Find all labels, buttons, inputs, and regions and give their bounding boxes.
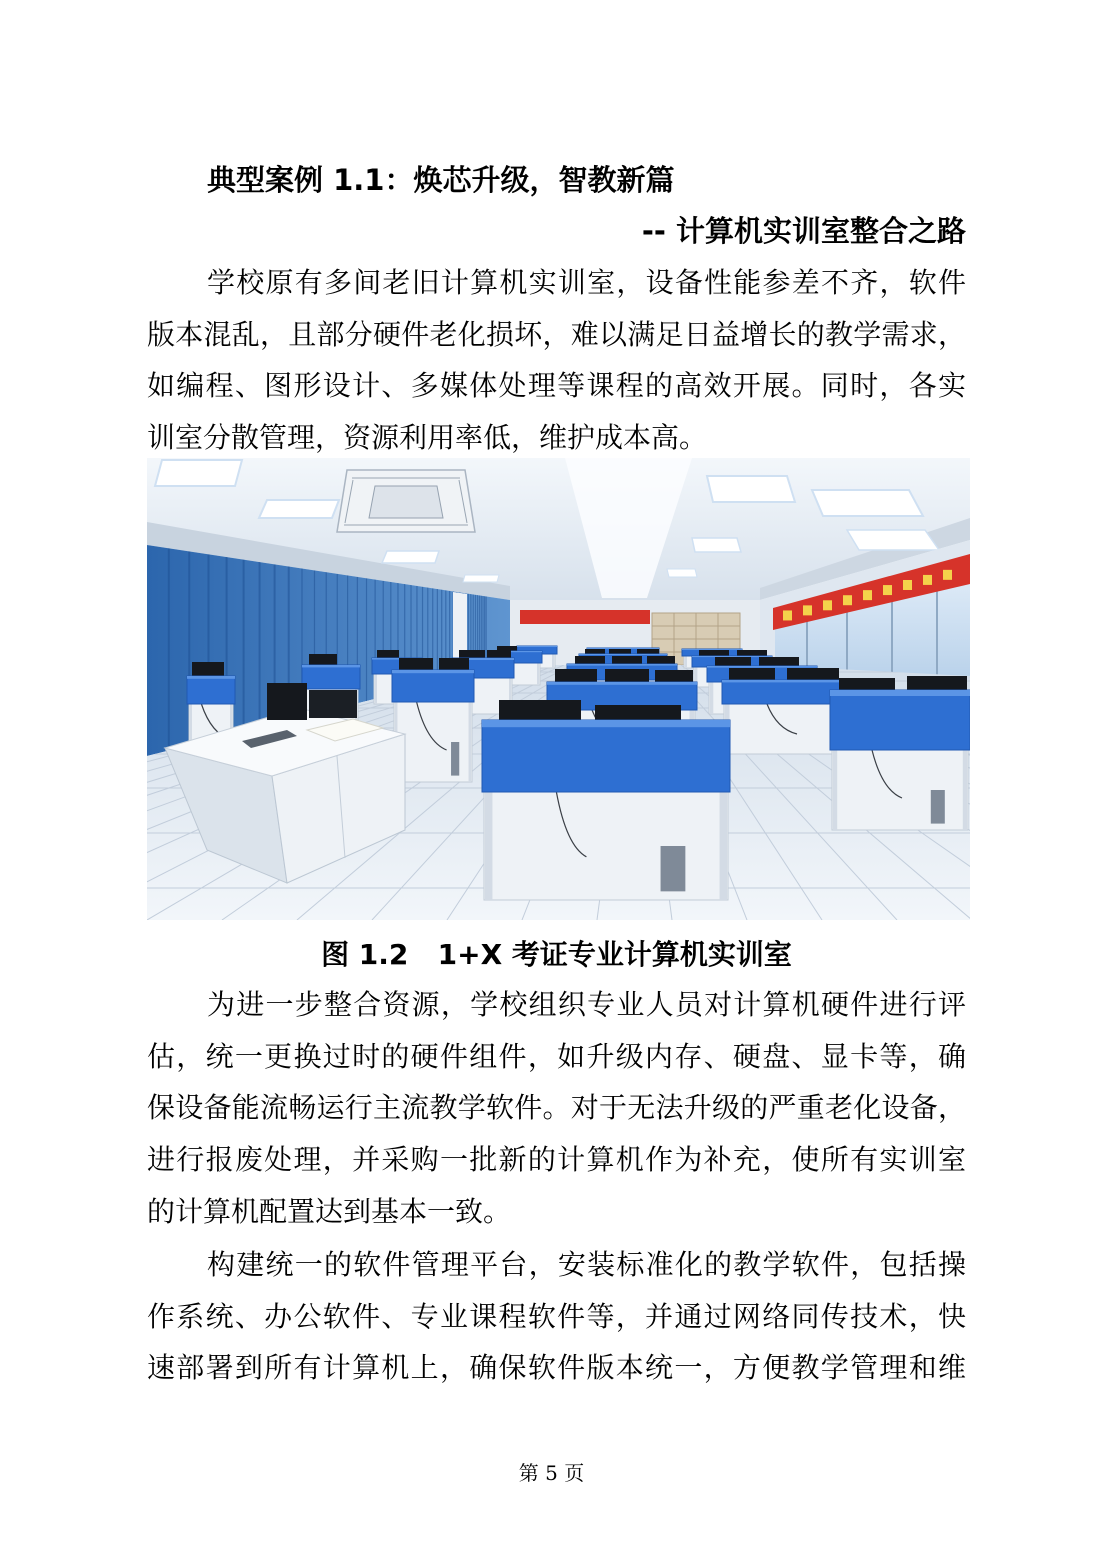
- desk-leg: [485, 792, 492, 900]
- desk-leg: [710, 682, 713, 714]
- paragraph-line: 为进一步整合资源，学校组织专业人员对计算机硬件进行评: [207, 988, 966, 1021]
- monitor: [309, 690, 357, 718]
- desk: [830, 676, 970, 830]
- desk-partition: [302, 665, 360, 689]
- desk-partition: [830, 690, 970, 750]
- desk-leg: [469, 702, 471, 782]
- desk-partition: [187, 676, 235, 704]
- desk-partition-edge: [187, 676, 235, 679]
- desk-partition-edge: [830, 690, 970, 696]
- desk-frame: [484, 792, 728, 900]
- paragraph-line: 构建统一的软件管理平台，安装标准化的教学软件，包括操: [207, 1248, 966, 1281]
- desk-partition-edge: [567, 664, 677, 666]
- paragraph-line: 如编程、图形设计、多媒体处理等课程的高效开展。同时，各实: [147, 369, 966, 403]
- banner-lettering-mark: [883, 585, 892, 595]
- ceiling-light: [667, 569, 697, 577]
- desk-leg: [685, 656, 687, 668]
- ceiling-light: [463, 575, 499, 582]
- paragraph: [147, 1239, 966, 1394]
- banner-lettering-mark: [923, 575, 932, 585]
- banner-lettering-mark: [783, 610, 792, 620]
- ceiling-light: [382, 551, 439, 563]
- desk-partition-edge: [682, 649, 742, 650]
- paragraph: [147, 257, 966, 464]
- desk-frame: [832, 750, 968, 830]
- air-conditioner-grille: [369, 486, 443, 518]
- figure-caption: 图 1.2 1+X 考证专业计算机实训室: [321, 938, 792, 971]
- paragraph-line: 训室分散管理，资源利用率低，维护成本高。: [147, 421, 708, 455]
- case-title: 典型案例 1.1：焕芯升级，智教新篇: [207, 163, 675, 197]
- paragraph-line: 保设备能流畅运行主流教学软件。对于无法升级的严重老化设备，: [147, 1091, 966, 1125]
- desk-partition-edge: [482, 720, 730, 727]
- desk-partition-edge: [692, 656, 772, 657]
- paragraph-line: 版本混乱，且部分硬件老化损坏，难以满足日益增长的教学需求，: [147, 317, 966, 351]
- computer-tower: [931, 790, 945, 824]
- desk-partition: [482, 720, 730, 792]
- paragraph-line: 进行报废处理，并采购一批新的计算机作为补充，使所有实训室: [147, 1143, 966, 1177]
- desk-partition-edge: [302, 665, 360, 667]
- paragraph-line: 作系统、办公软件、专业课程软件等，并通过网络同传技术，快: [147, 1299, 966, 1333]
- desk-leg: [963, 750, 967, 830]
- desk: [482, 700, 730, 900]
- desk-partition-edge: [517, 646, 557, 647]
- computer-tower: [451, 742, 459, 776]
- paragraph-line: 的计算机配置达到基本一致。: [147, 1194, 512, 1228]
- paragraph-line: 速部署到所有计算机上，确保软件版本统一，方便教学管理和维: [147, 1351, 966, 1385]
- desk-partition-edge: [707, 666, 817, 668]
- desk-partition-edge: [547, 682, 697, 685]
- desk-leg: [833, 750, 837, 830]
- figure: [147, 458, 970, 920]
- paragraph-line: 估，统一更换过时的硬件组件，如升级内存、硬盘、显卡等，确: [147, 1039, 966, 1073]
- red-banner-back: [520, 610, 650, 624]
- desk-leg: [720, 792, 727, 900]
- computer-tower: [661, 846, 686, 891]
- ceiling-light: [259, 500, 339, 518]
- ceiling-light: [812, 490, 923, 516]
- desk-leg: [537, 663, 539, 685]
- desk-partition-edge: [392, 670, 474, 673]
- ceiling-light: [707, 476, 795, 502]
- air-conditioner: [337, 470, 475, 532]
- page-number: 第 5 页: [518, 1461, 585, 1485]
- case-subtitle: -- 计算机实训室整合之路: [641, 214, 966, 248]
- banner-lettering-mark: [823, 600, 832, 610]
- ceiling-light: [155, 460, 242, 486]
- banner-lettering-mark: [863, 590, 872, 600]
- desk-partition-edge: [587, 648, 659, 649]
- paragraph-line: 学校原有多间老旧计算机实训室，设备性能参差不齐，软件: [207, 266, 966, 299]
- desk-partition-edge: [579, 654, 667, 655]
- banner-lettering-mark: [843, 595, 852, 605]
- desk-frame: [394, 702, 472, 782]
- monitor: [267, 683, 307, 720]
- desk-leg: [375, 674, 377, 704]
- ceiling-light: [692, 538, 741, 552]
- desk-leg: [552, 654, 554, 668]
- computer-lab-photo: [147, 458, 970, 920]
- ceiling-light: [847, 530, 939, 550]
- banner-lettering-mark: [903, 580, 912, 590]
- desk-partition: [392, 670, 474, 702]
- banner-lettering-mark: [943, 570, 952, 580]
- paragraph: [147, 979, 966, 1237]
- banner-lettering-mark: [803, 605, 812, 615]
